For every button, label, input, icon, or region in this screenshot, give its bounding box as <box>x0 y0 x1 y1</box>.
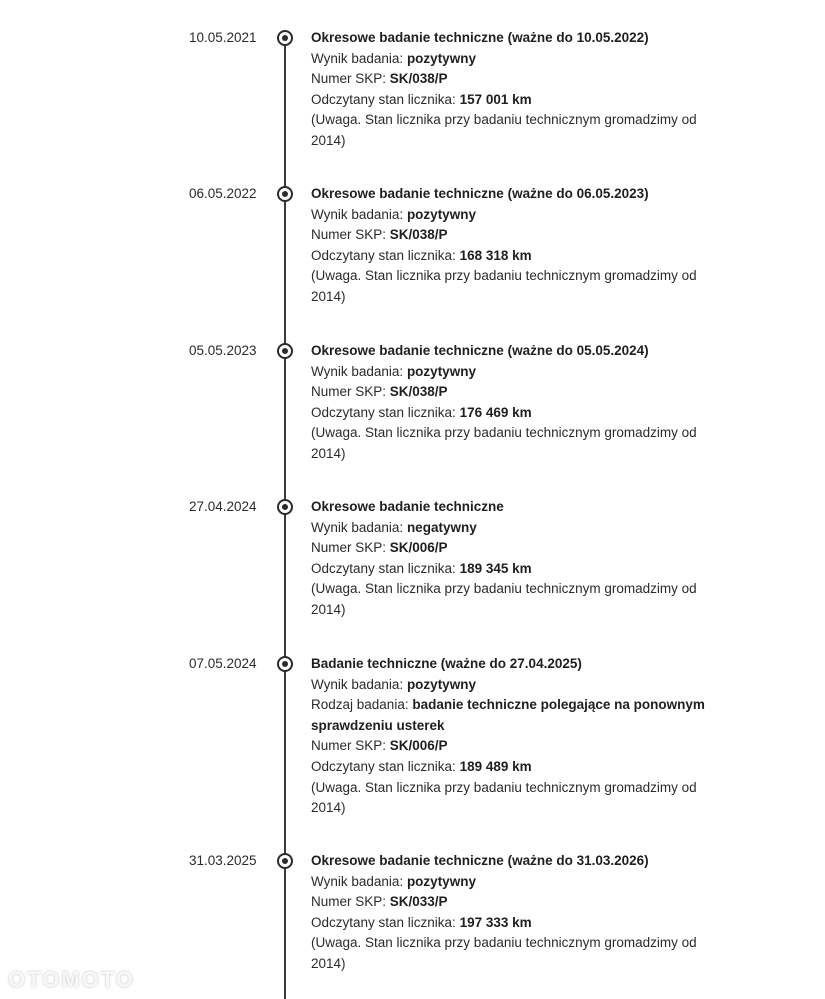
entry-note: (Uwaga. Stan licznika przy badaniu technicznym gromadzimy od 2014) <box>311 935 697 971</box>
entry-row-odometer <box>311 403 721 424</box>
entry-date: 07.05.2024 <box>189 656 257 671</box>
entry-row-type <box>311 695 721 736</box>
entry-title: Okresowe badanie techniczne (ważne do 06.05.2023) <box>311 186 649 201</box>
row-label: Numer SKP: <box>311 227 390 243</box>
timeline-dot-icon <box>277 656 293 672</box>
row-value: pozytywny <box>406 676 476 692</box>
entry-title: Okresowe badanie techniczne <box>311 499 504 514</box>
row-label: Rodzaj badania: <box>311 697 413 713</box>
entry-date: 31.03.2025 <box>189 853 257 868</box>
row-value: SK/038/P <box>389 384 448 400</box>
row-value: negatywny <box>406 519 477 535</box>
entry-note: (Uwaga. Stan licznika przy badaniu technicznym gromadzimy od 2014) <box>311 581 697 617</box>
row-label: Numer SKP: <box>311 71 390 87</box>
timeline-dot-icon <box>277 186 293 202</box>
row-label: Numer SKP: <box>311 738 390 754</box>
entry-date: 10.05.2021 <box>189 30 257 45</box>
entry-note: (Uwaga. Stan licznika przy badaniu technicznym gromadzimy od 2014) <box>311 425 697 461</box>
entry-row-odometer <box>311 757 721 778</box>
row-label: Odczytany stan licznika: <box>311 91 460 107</box>
entry-body <box>311 851 721 975</box>
row-label: Numer SKP: <box>311 540 390 556</box>
timeline-dot-icon <box>277 343 293 359</box>
row-value: 176 469 km <box>459 404 532 420</box>
row-label: Odczytany stan licznika: <box>311 247 460 263</box>
entry-title: Okresowe badanie techniczne (ważne do 31.03.2026) <box>311 853 649 868</box>
entry-date: 27.04.2024 <box>189 499 257 514</box>
row-value: pozytywny <box>406 363 476 379</box>
entry-row-result <box>311 675 721 696</box>
entry-row-skp <box>311 225 721 246</box>
row-label: Odczytany stan licznika: <box>311 404 460 420</box>
row-value: 197 333 km <box>459 914 532 930</box>
entry-row-result <box>311 362 721 383</box>
row-label: Wynik badania: <box>311 50 407 66</box>
entry-row-result <box>311 872 721 893</box>
entry-row-skp <box>311 69 721 90</box>
row-value: pozytywny <box>406 873 476 889</box>
row-value: pozytywny <box>406 206 476 222</box>
entry-title: Badanie techniczne (ważne do 27.04.2025) <box>311 656 582 671</box>
row-label: Numer SKP: <box>311 384 390 400</box>
entry-row-skp <box>311 892 721 913</box>
timeline-dot-icon <box>277 853 293 869</box>
entry-body <box>311 28 721 152</box>
row-label: Wynik badania: <box>311 676 407 692</box>
row-value: SK/038/P <box>389 227 448 243</box>
row-value: 168 318 km <box>459 247 532 263</box>
row-label: Odczytany stan licznika: <box>311 914 460 930</box>
row-value: SK/006/P <box>389 738 448 754</box>
entry-body <box>311 341 721 465</box>
entry-row-skp <box>311 538 721 559</box>
row-value: SK/038/P <box>389 71 448 87</box>
row-label: Odczytany stan licznika: <box>311 560 460 576</box>
entry-row-odometer <box>311 246 721 267</box>
entry-body <box>311 654 721 819</box>
entry-date: 05.05.2023 <box>189 343 257 358</box>
row-value: pozytywny <box>406 50 476 66</box>
entry-row-odometer <box>311 559 721 580</box>
entry-title: Okresowe badanie techniczne (ważne do 05.05.2024) <box>311 343 649 358</box>
entry-note: (Uwaga. Stan licznika przy badaniu technicznym gromadzimy od 2014) <box>311 779 697 816</box>
entry-date: 06.05.2022 <box>189 186 257 201</box>
entry-body <box>311 497 721 621</box>
entry-row-result <box>311 49 721 70</box>
entry-row-result <box>311 518 721 539</box>
row-label: Odczytany stan licznika: <box>311 758 460 774</box>
entry-row-odometer <box>311 913 721 934</box>
row-label: Wynik badania: <box>311 519 407 535</box>
row-value: SK/006/P <box>389 540 448 556</box>
entry-row-skp <box>311 736 721 757</box>
entry-note: (Uwaga. Stan licznika przy badaniu technicznym gromadzimy od 2014) <box>311 112 697 148</box>
entry-note: (Uwaga. Stan licznika przy badaniu technicznym gromadzimy od 2014) <box>311 268 697 304</box>
row-value: 189 345 km <box>459 560 532 576</box>
timeline-dot-icon <box>277 499 293 515</box>
row-label: Wynik badania: <box>311 873 407 889</box>
entry-body <box>311 184 721 308</box>
entry-title: Okresowe badanie techniczne (ważne do 10.05.2022) <box>311 30 649 45</box>
entry-row-odometer <box>311 90 721 111</box>
row-label: Wynik badania: <box>311 363 407 379</box>
row-value: SK/033/P <box>389 894 448 910</box>
watermark-logo: OTOMOTO <box>8 967 135 992</box>
row-value: badanie techniczne polegające na ponownym sprawdzeniu usterek <box>311 697 705 733</box>
row-value: 157 001 km <box>459 91 532 107</box>
row-label: Wynik badania: <box>311 206 407 222</box>
row-value: 189 489 km <box>459 758 532 774</box>
timeline-dot-icon <box>277 30 293 46</box>
row-label: Numer SKP: <box>311 894 390 910</box>
entry-row-skp <box>311 382 721 403</box>
entry-row-result <box>311 205 721 226</box>
